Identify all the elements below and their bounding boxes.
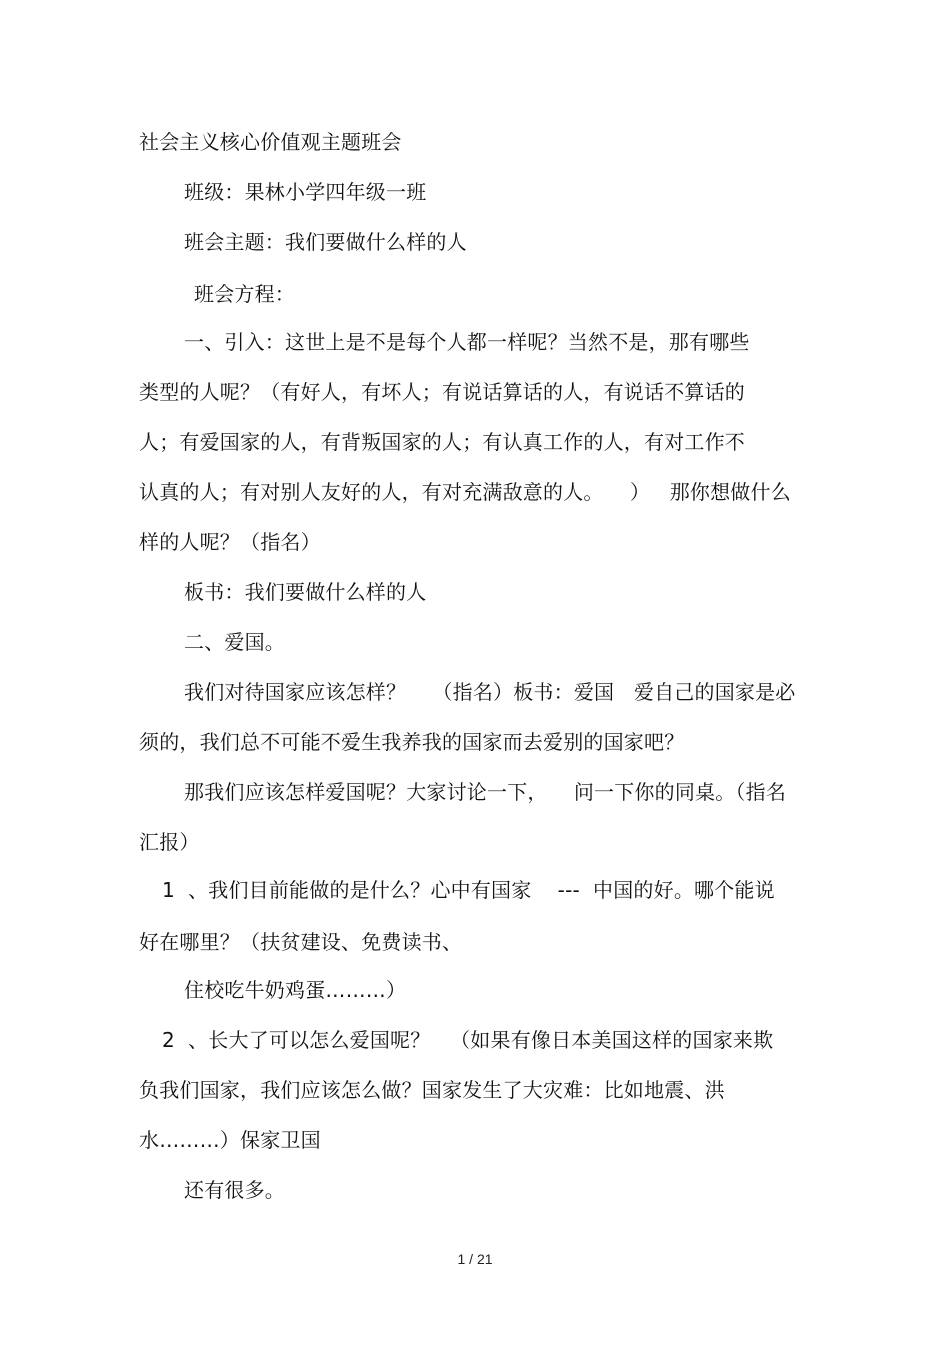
body-line: 负我们国家，我们应该怎么做？国家发生了大灾难：比如地震、洪 bbox=[139, 1078, 725, 1102]
body-line: 我们对待国家应该怎样？ （指名）板书：爱国 爱自己的国家是必 bbox=[184, 680, 796, 704]
body-line: 一、引入：这世上是不是每个人都一样呢？当然不是，那有哪些 bbox=[184, 330, 750, 354]
body-line: 汇报） bbox=[139, 830, 200, 854]
list-item-line: 2 、长大了可以怎么爱国呢？ （如果有像日本美国这样的国家来欺 bbox=[162, 1028, 774, 1052]
list-item-line: 1 、我们目前能做的是什么？心中有国家 --- 中国的好。哪个能说 bbox=[162, 878, 775, 902]
board-writing-line: 板书：我们要做什么样的人 bbox=[184, 580, 427, 604]
meeting-process-heading: 班会方程： bbox=[194, 282, 295, 306]
page-number: 1 / 21 bbox=[457, 1251, 493, 1267]
body-line: 认真的人；有对别人友好的人，有对充满敌意的人。 ） 那你想做什么 bbox=[139, 480, 791, 504]
body-line: 人；有爱国家的人，有背叛国家的人；有认真工作的人，有对工作不 bbox=[139, 430, 745, 454]
body-line: 须的，我们总不可能不爱生我养我的国家而去爱别的国家吧？ bbox=[139, 730, 685, 754]
body-line: 好在哪里？（扶贫建设、免费读书、 bbox=[139, 930, 463, 954]
meeting-theme-line: 班会主题：我们要做什么样的人 bbox=[184, 230, 467, 254]
body-line: 类型的人呢？（有好人，有坏人；有说话算话的人，有说话不算话的 bbox=[139, 380, 745, 404]
body-line: 那我们应该怎样爱国呢？大家讨论一下， 问一下你的同桌。（指名 bbox=[184, 780, 787, 804]
body-line: 水………）保家卫国 bbox=[139, 1128, 321, 1152]
document-title: 社会主义核心价值观主题班会 bbox=[139, 130, 402, 154]
section-heading: 二、爱国。 bbox=[184, 630, 285, 654]
body-line: 还有很多。 bbox=[184, 1178, 285, 1202]
class-info-line: 班级：果林小学四年级一班 bbox=[184, 180, 427, 204]
body-line: 样的人呢？（指名） bbox=[139, 530, 321, 554]
body-line: 住校吃牛奶鸡蛋………） bbox=[184, 978, 407, 1002]
